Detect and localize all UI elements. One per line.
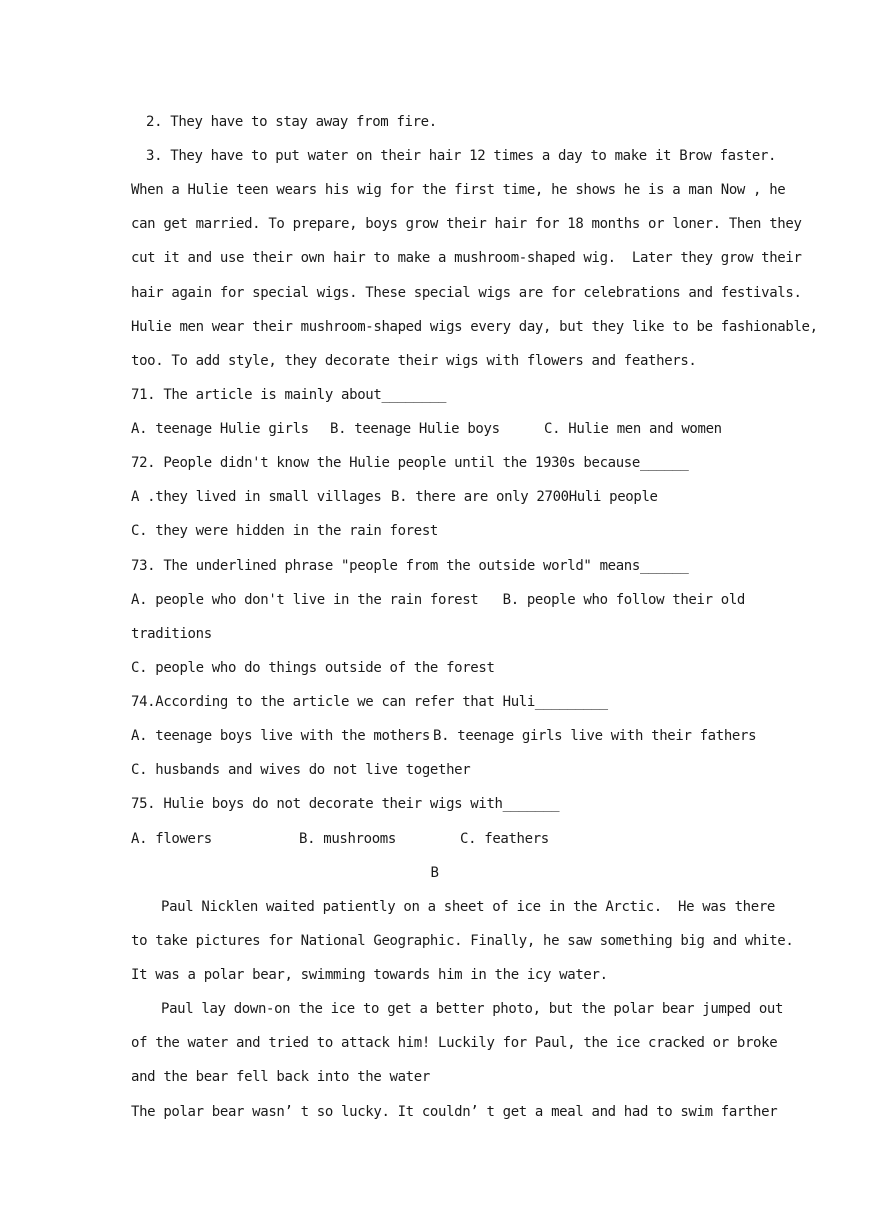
- passage-line: too. To add style, they decorate their wigs with flowers and feathers.: [131, 353, 697, 369]
- section-b-heading: B: [430, 865, 439, 881]
- question-75-option-c: C. feathers: [460, 831, 549, 847]
- question-72-stem: 72. People didn't know the Hulie people until the 1930s because______: [131, 455, 689, 471]
- question-74-option-c: C. husbands and wives do not live together: [131, 762, 471, 778]
- question-73-options-ab: A. people who don't live in the rain forest B. people who follow their old: [131, 592, 745, 608]
- question-72-option-b: B. there are only 2700Huli people: [391, 489, 658, 505]
- section-b-paragraph-1-line: Paul Nicklen waited patiently on a sheet of ice in the Arctic. He was there: [161, 899, 775, 915]
- question-71-option-c: C. Hulie men and women: [544, 421, 722, 437]
- question-73-options-ab-cont: traditions: [131, 626, 212, 642]
- question-71-option-a: A. teenage Hulie girls: [131, 421, 309, 437]
- question-74-option-a: A. teenage boys live with the mothers: [131, 728, 430, 744]
- section-b-paragraph-2-line: Paul lay down-on the ice to get a better photo, but the polar bear jumped out: [161, 1001, 784, 1017]
- question-71-stem: 71. The article is mainly about________: [131, 387, 447, 403]
- rule-item-3: 3. They have to put water on their hair 12 times a day to make it Brow faster.: [146, 148, 777, 164]
- passage-line: can get married. To prepare, boys grow their hair for 18 months or loner. Then they: [131, 216, 802, 232]
- passage-line: When a Hulie teen wears his wig for the first time, he shows he is a man Now , he: [131, 182, 786, 198]
- section-b-paragraph-3-line: The polar bear wasn’ t so lucky. It couldn’ t get a meal and had to swim farther: [131, 1104, 778, 1120]
- question-72-option-c: C. they were hidden in the rain forest: [131, 523, 438, 539]
- section-b-paragraph-1-line: It was a polar bear, swimming towards him in the icy water.: [131, 967, 608, 983]
- question-75-option-b: B. mushrooms: [299, 831, 396, 847]
- question-73-option-c: C. people who do things outside of the forest: [131, 660, 495, 676]
- passage-line: cut it and use their own hair to make a mushroom-shaped wig. Later they grow their: [131, 250, 802, 266]
- section-b-paragraph-2-line: and the bear fell back into the water: [131, 1069, 430, 1085]
- section-b-paragraph-2-line: of the water and tried to attack him! Luckily for Paul, the ice cracked or broke: [131, 1035, 778, 1051]
- question-75-stem: 75. Hulie boys do not decorate their wigs with_______: [131, 796, 560, 812]
- question-73-stem: 73. The underlined phrase "people from the outside world" means______: [131, 558, 689, 574]
- rule-item-2: 2. They have to stay away from fire.: [146, 114, 437, 130]
- question-75-option-a: A. flowers: [131, 831, 212, 847]
- passage-line: Hulie men wear their mushroom-shaped wigs every day, but they like to be fashionable,: [131, 319, 818, 335]
- section-b-paragraph-1-line: to take pictures for National Geographic. Finally, he saw something big and white.: [131, 933, 794, 949]
- question-71-option-b: B. teenage Hulie boys: [330, 421, 500, 437]
- question-74-stem: 74.According to the article we can refer that Huli_________: [131, 694, 608, 710]
- passage-line: hair again for special wigs. These special wigs are for celebrations and festivals.: [131, 285, 802, 301]
- question-74-option-b: B. teenage girls live with their fathers: [433, 728, 757, 744]
- question-72-option-a: A .they lived in small villages: [131, 489, 382, 505]
